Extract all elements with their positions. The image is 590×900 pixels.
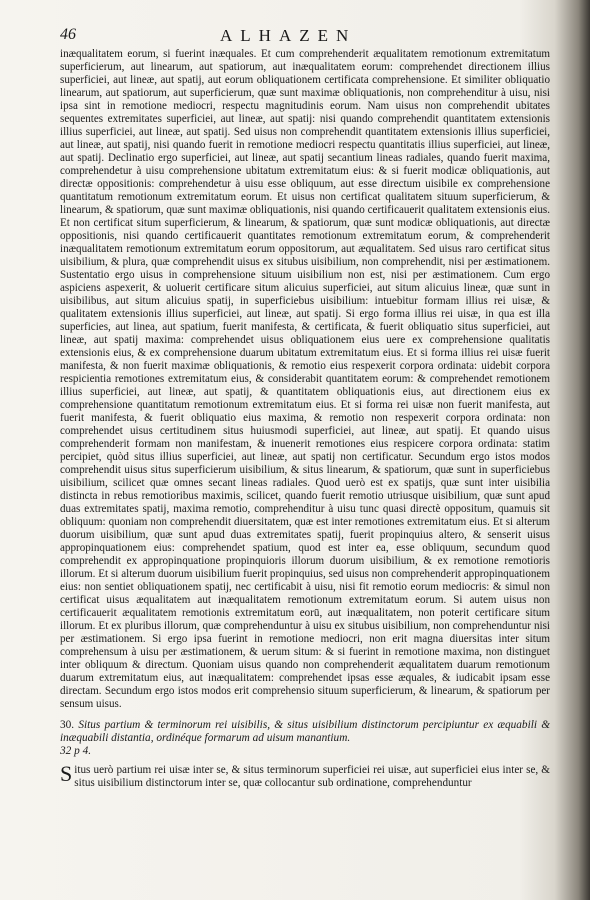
main-text-block	[60, 48, 550, 711]
paragraph-2	[60, 761, 550, 790]
section-heading	[60, 719, 550, 758]
section-number: 30.	[60, 719, 75, 731]
page-header	[60, 26, 550, 48]
section-title: Situs partium & terminorum rei uisibilis, & situs uisibilium distinctorum percipiuntur ex æquabili & inæquabili distantia, ordinéque formarum ad uisum manantium.	[60, 719, 550, 744]
page-content	[60, 26, 550, 790]
paragraph-2-text: itus uerò partium rei uisæ inter se, & situs terminorum superficiei rei uisæ, aut superficiei eius inter se, & situs uisibilium distinctorum inter se, quæ collocantur sub ordinatione, comprehenduntur	[74, 764, 550, 789]
section-reference: 32 p 4.	[60, 745, 92, 757]
page-number: 46	[60, 26, 76, 43]
paragraph-1: inæqualitatem eorum, si fuerint inæquales. Et cum comprehenderit æqualitatem remotionum extremitatum superficierum, aut linearum, aut spatiorum, aut inæqualitatem eorum: comprehendet directionem illius superficiei, aut lineæ, aut spatij, aut eorum obliquationem certificata comprehensione. Et similiter obliquatio linearum, aut spatiorum, aut superficierum, quæ sunt maximæ obliquationis, non comprehenditur à uisu, nisi ipsa sint in remotione mediocri, respectu magnitudinis eorum. Nam uisus non comprehendit ubitates sequentes extremitates superficiei, aut lineæ, aut spatij: nisi quando comprehendit quantitatem extensionis illius superficiei, aut lineæ, aut spatij. Sed uisus non comprehendit quantitatem extensionis illius superficiei, aut lineæ, aut spatij, nisi quando fuerit in remotione mediocri respectu quantitatis illius superficiei, aut lineæ, aut spatij. Declinatio ergo superficiei, aut lineæ, aut spatij secantium lineas radiales, quando fuerit maxima, comprehendetur à uisu comprehensione ubitatum extremitatum eius: & si fuerit modicæ obliquationis, aut directæ oppositionis: comprehendetur à uisu esse obliquum, aut esse directum uisibile ex comprehensione quantitatum remotionum extremitatum eorum. Et uisus non certificat qualitatem situum superficierum, & linearum, & spatiorum, quæ sunt maximæ obliquationis, nisi quando certificauerit qualitatem extensionis eius. Et non certificat situm superficierum, & linearum, & spatiorum, quæ sunt modicæ obliquationis, aut directæ oppositionis, nisi quando certificauerit quantitates remotionum extremitatum eorum, & comprehenderit inæqualitatem remotionum extremitatum eorum oppositorum, aut æqualitatem. Sed uisus raro certificat situs uisibilium, & plura, quæ comprehendit uisus ex situbus uisibilium, non comprehendit, nisi per æstimationem. Sustentatio ergo uisus in comprehensione situum uisibilium non est, nisi per æstimationem. Cum ergo aspiciens aspexerit, & uoluerit certificare situm alicuius superficiei, aut situm alicuius lineæ, quæ sunt in uisibilibus, aut situm alicuius spatij, in superficiebus uisibilium: intuebitur formam illius rei uisæ, & qualitatem extensionis illius superficiei, aut lineæ, aut spatij. Si ergo forma illius rei uisæ, in qua est illa superficies, aut linea, aut spatium, fuerit manifesta, & certificata, & fuerit obliquatio situs superficiei, aut lineæ, aut spatij maxima: comprehendet uisus obliquationem eius uere ex comprehensione qualitatis extensionis eius, & ex comprehensione duarum ubitatum extremitatum eius. Et si forma illius rei uisæ fuerit manifesta, & non fuerit maximæ obliquationis, & remotio eius respexerit corpora ordinata: uidebit corpora respicientia remotiones extremitatum eius, & considerabit quantitatem eorum: & comprehendet remotionem illius superficiei, aut lineæ, aut spatij, & quantitatem obliquationis eius, aut directionem eius ex comprehensione quantitatum remotionum extremitatum eius. Et si forma rei uisæ non fuerit manifesta, aut fuerit manifesta, & fuerit obliquatio eius maxima, & remotio non respexerit corpora ordinata: non comprehendet uisus certitudinem situs huiusmodi superficiei, aut lineæ, aut spatij. Et quando uisus comprehenderit formam non manifestam, & inuenerit remotiones eius respicere corpora ordinata: statim percipiet, quòd situs illius superficiei, aut lineæ, aut spatij non certificatur. Secundum ergo istos modos comprehendit uisus situs superficierum uisibilium, & situs linearum, & spatiorum, quæ sunt in superficiebus uisibilium, scilicet quæ omnes secant lineas radiales. Quod uerò est ex spatijs, quæ sunt inter uisibilia distincta in rebus remotioribus maximis, scilicet, quando fuerit remotio utriusque uisibilium, quæ sunt apud duas extremitates spatij, maxima remotio, comprehenditur à uisu tunc quasi directè oppositum, quamuis sit obliquum: quoniam non comprehendit diuersitatem, quæ est inter remotiones extremitatum eius. Et si alterum duorum uisibilium, quæ sunt apud duas extremitates spatij, fuerit propinquius altero, & senserit uisus appropinquationem eius: comprehendet spatium, quod est inter ea, esse obliquum, secundum quod comprehendit ex appropinquatione propinquioris illorum duorum uisibilium, & ex remotione remotioris illorum. Et si alterum duorum uisibilium fuerit propinquius, sed uisus non comprehenderit appropinquationem eius: non sentiet obliquationem spatij, nec certificabit à uisu, nisi fit remotio eorum mediocris: & simul non certificat uisus æqualitatem aut inæqualitatem remotionum extremitatum eorum. Si autem uisus non certificauerit æqualitatem remotionis extremitatum eorū, aut inæqualitatem, non poterit certificare situm illorum. Et ex pluribus illorum, quæ comprehenduntur à uisu ex situbus uisibilium, non comprehenduntur nisi per æstimationem. Si ergo ipsa fuerint in remotione mediocri, non erit magna diuersitas inter situm comprehensum à uisu per æstimationem, & uerum situm: & si fuerint in remotione maxima, non distinguet inter obliquum & directum. Quoniam uisus quando non comprehenderit æqualitatem duarum remotionum duarum extremitatum eius, aut inæqualitatem: comprehendet ipsas esse æquales, & iudicabit ipsam esse directam. Secundum ergo istos modos erit comprehensio situum superficierum, & linearum, & spatiorum per sensum uisus.	[60, 48, 550, 710]
running-title: ALHAZEN	[220, 26, 357, 45]
drop-cap: S	[60, 761, 73, 786]
